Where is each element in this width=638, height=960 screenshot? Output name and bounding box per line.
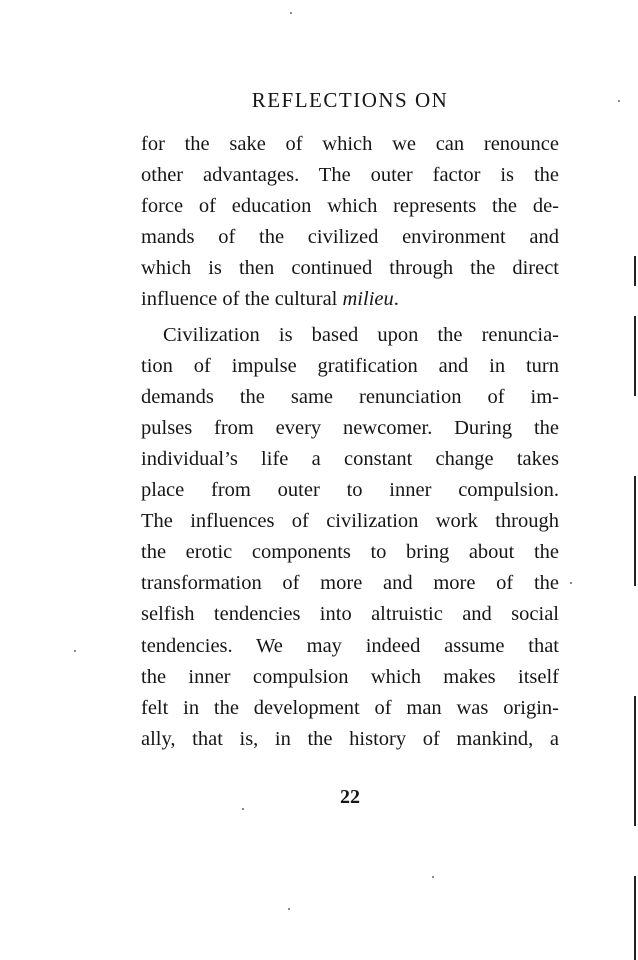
- page-number: 22: [340, 786, 360, 808]
- scan-speck: [288, 908, 290, 910]
- text-line: demands the same renunciation of im-: [141, 385, 559, 408]
- scan-edge-mark: [634, 476, 636, 586]
- scan-edge-mark: [634, 316, 636, 396]
- text-line: place from outer to inner compulsion.: [141, 479, 559, 502]
- scan-speck: [432, 876, 434, 878]
- text-line: mands of the civilized environment and: [141, 226, 559, 249]
- text-line: force of education which represents the de-: [141, 195, 559, 218]
- text-line: transformation of more and more of the: [141, 572, 559, 595]
- text-line: tendencies. We may indeed assume that: [141, 634, 559, 657]
- text-line: Civilization is based upon the renuncia-: [163, 323, 559, 346]
- scan-speck: [242, 808, 244, 810]
- running-head: REFLECTIONS ON: [251, 88, 449, 112]
- scan-edge-mark: [634, 256, 636, 286]
- text-line: other advantages. The outer factor is the: [141, 164, 559, 187]
- text-line: which is then continued through the direct: [141, 257, 559, 280]
- italic-term: milieu: [342, 288, 394, 311]
- scan-speck: [618, 100, 620, 102]
- scan-edge-mark: [634, 696, 636, 826]
- scan-speck: [570, 582, 572, 584]
- scan-speck: [290, 12, 292, 14]
- text-line: pulses from every newcomer. During the: [141, 416, 559, 439]
- text-line: [141, 284, 559, 315]
- text-line: felt in the development of man was origin-: [141, 696, 559, 719]
- paragraph-1: [141, 129, 559, 316]
- text-line: for the sake of which we can renounce: [141, 133, 559, 155]
- text-line: individual’s life a constant change takes: [141, 447, 559, 470]
- text-line: the erotic components to bring about the: [141, 541, 559, 564]
- text-line: tion of impulse gratification and in turn: [141, 354, 559, 377]
- scan-edge-mark: [634, 876, 636, 960]
- line-punctuation: .: [393, 288, 399, 311]
- body-text: [141, 129, 559, 755]
- text-line: ally, that is, in the history of mankind, a: [141, 727, 559, 750]
- text-line-start: influence of the cultural: [141, 288, 338, 311]
- text-line: the inner compulsion which makes itself: [141, 665, 559, 688]
- text-line: selfish tendencies into altruistic and social: [141, 603, 559, 626]
- text-line: The influences of civilization work through: [141, 510, 559, 533]
- scan-speck: [74, 650, 76, 652]
- paragraph-2: [141, 320, 559, 755]
